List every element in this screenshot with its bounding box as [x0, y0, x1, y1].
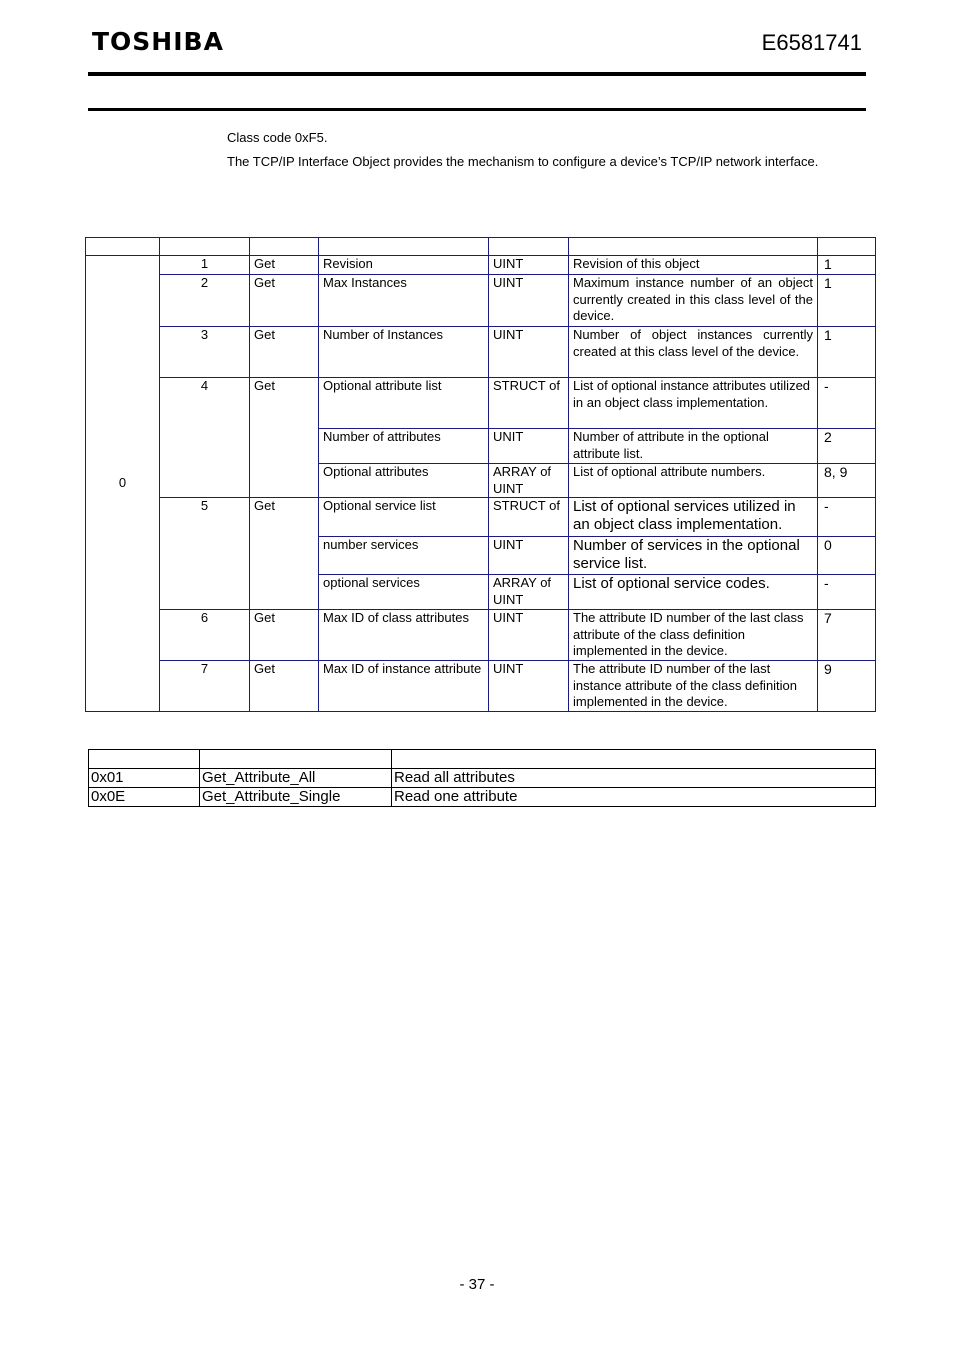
- attribute-name: Optional attribute list: [319, 378, 489, 429]
- data-type: ARRAY of UINT: [489, 575, 569, 610]
- attribute-description: Maximum instance number of an object currently created in this class level of the device.: [569, 275, 818, 327]
- data-type: UINT: [489, 256, 569, 275]
- attribute-description: List of optional services utilized in an object class implementation.: [569, 498, 818, 537]
- attribute-name: Number of attributes: [319, 429, 489, 464]
- service-code: 0x01: [89, 769, 200, 788]
- data-type: UINT: [489, 661, 569, 712]
- attribute-name: Revision: [319, 256, 489, 275]
- section-rule: [88, 108, 866, 111]
- class-code: Class code 0xF5.: [227, 130, 328, 145]
- access-rule: Get: [250, 661, 319, 712]
- attribute-name: Max ID of instance attribute: [319, 661, 489, 712]
- header-cell: [200, 750, 392, 769]
- table-row: [89, 788, 876, 807]
- access-rule: Get: [250, 378, 319, 498]
- header-rule: [88, 72, 866, 76]
- attribute-name: Optional attributes: [319, 464, 489, 498]
- attribute-id: 7: [160, 661, 250, 712]
- data-type: STRUCT of: [489, 498, 569, 537]
- attribute-id: 3: [160, 327, 250, 378]
- object-description: The TCP/IP Interface Object provides the mechanism to configure a device’s TCP/IP network interface.: [227, 154, 819, 169]
- service-table: [88, 749, 876, 807]
- attribute-value: 8, 9: [818, 464, 876, 498]
- attribute-description: Number of object instances currently created at this class level of the device.: [569, 327, 818, 378]
- attribute-value: 2: [818, 429, 876, 464]
- table-header-row: [86, 238, 876, 256]
- attribute-value: 7: [818, 610, 876, 661]
- attribute-value: -: [818, 378, 876, 429]
- service-code: 0x0E: [89, 788, 200, 807]
- table-row: [86, 378, 876, 429]
- attribute-description: Revision of this object: [569, 256, 818, 275]
- attribute-value: -: [818, 498, 876, 537]
- attribute-value: 9: [818, 661, 876, 712]
- attribute-name: Number of Instances: [319, 327, 489, 378]
- toshiba-logo: TOSHIBA: [92, 27, 224, 56]
- service-name: Get_Attribute_Single: [200, 788, 392, 807]
- header-cell: [489, 238, 569, 256]
- attribute-id: 1: [160, 256, 250, 275]
- attribute-value: 1: [818, 256, 876, 275]
- class-attribute-table: [85, 237, 876, 712]
- attribute-value: -: [818, 575, 876, 610]
- attribute-description: List of optional service codes.: [569, 575, 818, 610]
- attribute-description: Number of services in the optional service list.: [569, 537, 818, 575]
- attribute-description: The attribute ID number of the last instance attribute of the class definition implemented in the device.: [569, 661, 818, 712]
- service-description: Read one attribute: [392, 788, 876, 807]
- header-cell: [86, 238, 160, 256]
- attribute-value: 0: [818, 537, 876, 575]
- table-row: [89, 769, 876, 788]
- attribute-id: 2: [160, 275, 250, 327]
- data-type: UINT: [489, 327, 569, 378]
- attribute-id: 6: [160, 610, 250, 661]
- header-cell: [89, 750, 200, 769]
- intro-text: [227, 126, 864, 174]
- attribute-name: optional services: [319, 575, 489, 610]
- table-header-row: [89, 750, 876, 769]
- attribute-value: 1: [818, 275, 876, 327]
- table-row: [86, 275, 876, 327]
- attribute-name: number services: [319, 537, 489, 575]
- header-cell: [818, 238, 876, 256]
- header-cell: [319, 238, 489, 256]
- table-row: [86, 327, 876, 378]
- instance-cell: 0: [86, 256, 160, 712]
- table-row: [86, 610, 876, 661]
- attribute-description: List of optional instance attributes utilized in an object class implementation.: [569, 378, 818, 429]
- header-cell: [569, 238, 818, 256]
- attribute-name: Max ID of class attributes: [319, 610, 489, 661]
- data-type: UINT: [489, 275, 569, 327]
- data-type: UINT: [489, 610, 569, 661]
- attribute-name: Optional service list: [319, 498, 489, 537]
- attribute-name: Max Instances: [319, 275, 489, 327]
- document-number: E6581741: [761, 30, 862, 55]
- access-rule: Get: [250, 275, 319, 327]
- attribute-description: The attribute ID number of the last class attribute of the class definition implemented in the device.: [569, 610, 818, 661]
- table-row: [86, 498, 876, 537]
- data-type: ARRAY of UINT: [489, 464, 569, 498]
- data-type: UINT: [489, 537, 569, 575]
- header-cell: [160, 238, 250, 256]
- table-row: [86, 661, 876, 712]
- attribute-value: 1: [818, 327, 876, 378]
- table-row: [86, 256, 876, 275]
- service-name: Get_Attribute_All: [200, 769, 392, 788]
- header-cell: [250, 238, 319, 256]
- access-rule: Get: [250, 327, 319, 378]
- access-rule: Get: [250, 256, 319, 275]
- data-type: STRUCT of: [489, 378, 569, 429]
- access-rule: Get: [250, 610, 319, 661]
- attribute-description: List of optional attribute numbers.: [569, 464, 818, 498]
- header-cell: [392, 750, 876, 769]
- access-rule: Get: [250, 498, 319, 610]
- attribute-description: Number of attribute in the optional attribute list.: [569, 429, 818, 464]
- service-description: Read all attributes: [392, 769, 876, 788]
- page-number: - 37 -: [459, 1276, 495, 1293]
- attribute-id: 5: [160, 498, 250, 610]
- data-type: UNIT: [489, 429, 569, 464]
- attribute-id: 4: [160, 378, 250, 498]
